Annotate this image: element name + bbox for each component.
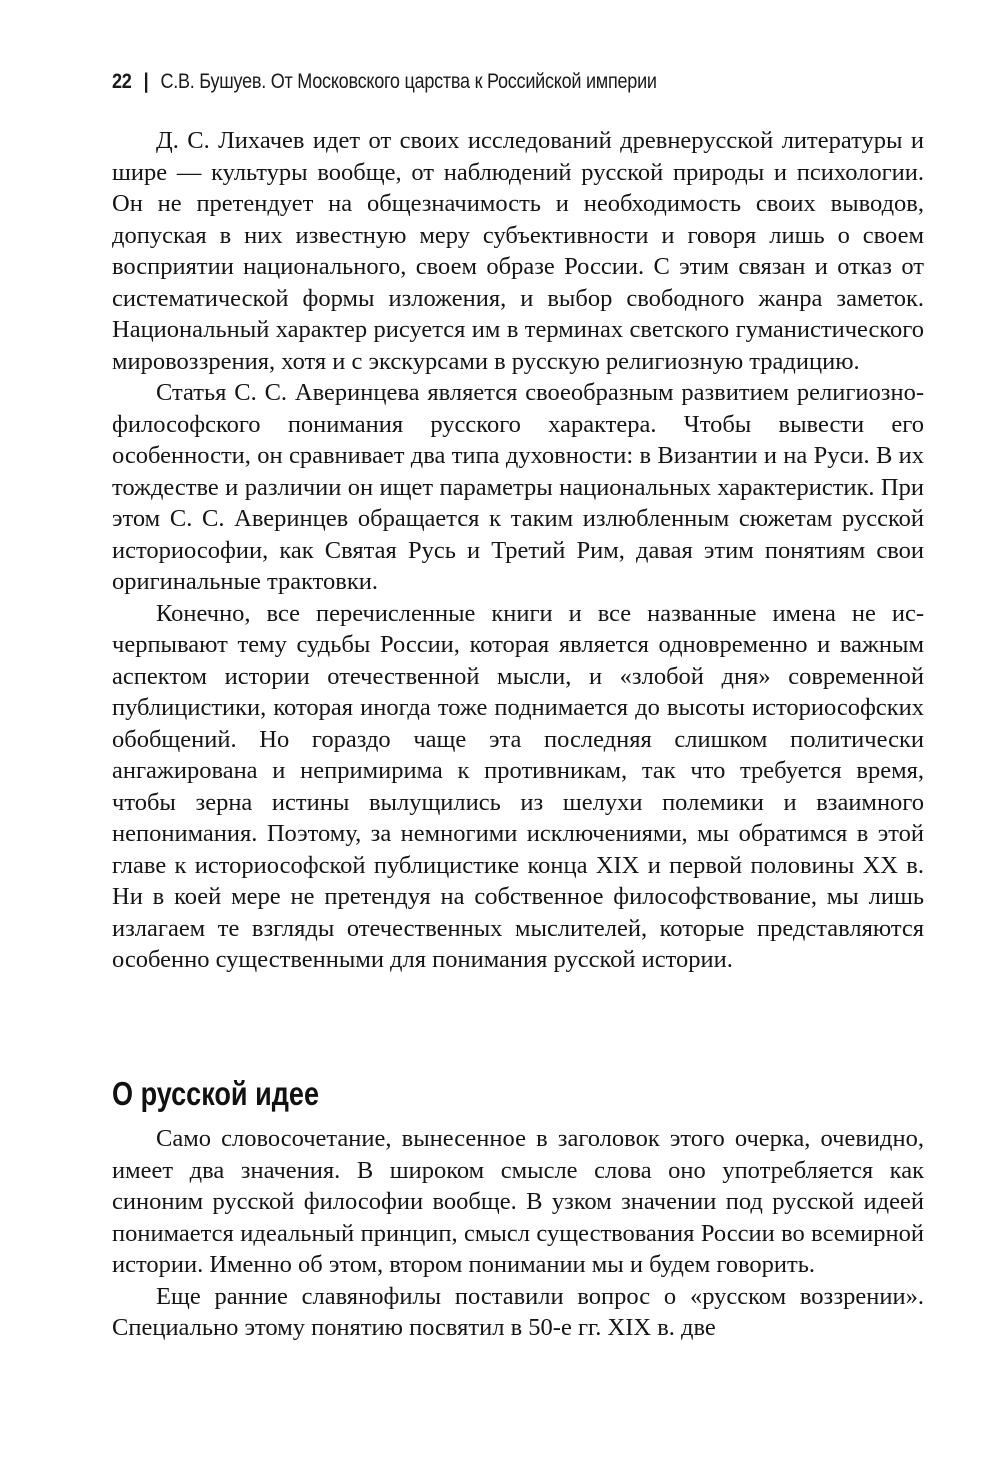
paragraph-slavophiles: Еще ранние славянофилы поставили вопрос о «русском воззрении». Специально этому понятию посвятил в 50-е гг. XIX в. две <box>112 1282 924 1341</box>
paragraph-likhachev: Д. С. Лихачев идет от своих исследований древнерусской литературы и шире — культуры вообще, от наблюдений русской природы и психологии. Он не претендует на общезначимость и необходимость своих выводов, допуская в них известную меру субъективности и говоря лишь о своем восприятии национального, своем образе России. С этим связан и отказ от систематической формы изложения, и выбор свободного жанра заметок. Национальный характер рисуется им в терминах светского гуманистического мировоззрения, хотя и с экскурсами в русскую религиозную традицию. <box>112 127 924 375</box>
paragraph-russian-idea-meaning: Само словосочетание, вынесенное в заголовок этого очерка, очевидно, имеет два значения. В широком смысле слова оно употребляется как синоним русской философии вообще. В узком значении под русской идеей понимается идеальный принцип, смысл существования России во всемирной истории. Именно об этом, втором понимании мы и будем говорить. <box>112 1125 924 1278</box>
running-title: С.В. Бушуев. От Московского царства к Российской империи <box>160 70 657 93</box>
page-number: 22 <box>112 70 132 93</box>
paragraph-averintsev: Статья С. С. Аверинцева является своеобразным развитием религиозно-философского понимания русского характера. Чтобы вывести его особенности, он сравнивает два типа духовности: в Византии и на Руси. В их тождестве и различии он ищет параметры национальных характеристик. При этом С. С. Аверинцев обращается к таким излюбленным сюжетам русской историософии, как Святая Русь и Третий Рим, давая этим понятиям свои оригинальные трактовки. <box>112 379 924 595</box>
header-separator: | <box>143 70 149 93</box>
paragraph-conclusion: Конечно, все перечисленные книги и все названные имена не исчерпывают тему судьбы России, которая является одновременно и важным аспектом истории отечественной мысли, и «злобой дня» современной публицистики, которая иногда тоже поднимается до высоты историософских обобщений. Но гораздо чаще эта последняя слишком политически ангажирована и непримирима к противникам, так что требуется время, чтобы зерна истины вылущились из шелухи полемики и взаимного непонимания. Поэтому, за немногими исключениями, мы обратимся в этой главе к историософской публицистике конца XIX и первой половины XX в. Ни в коей мере не претендуя на собственное философствование, мы лишь излагаем те взгляды отечественных мыслителей, которые представляются особенно существенными для понимания русской истории. <box>112 599 924 973</box>
body-text-intro <box>112 125 924 976</box>
running-header <box>112 70 783 94</box>
section-heading: О русской идее <box>112 1075 319 1112</box>
body-text-section <box>112 1123 924 1344</box>
